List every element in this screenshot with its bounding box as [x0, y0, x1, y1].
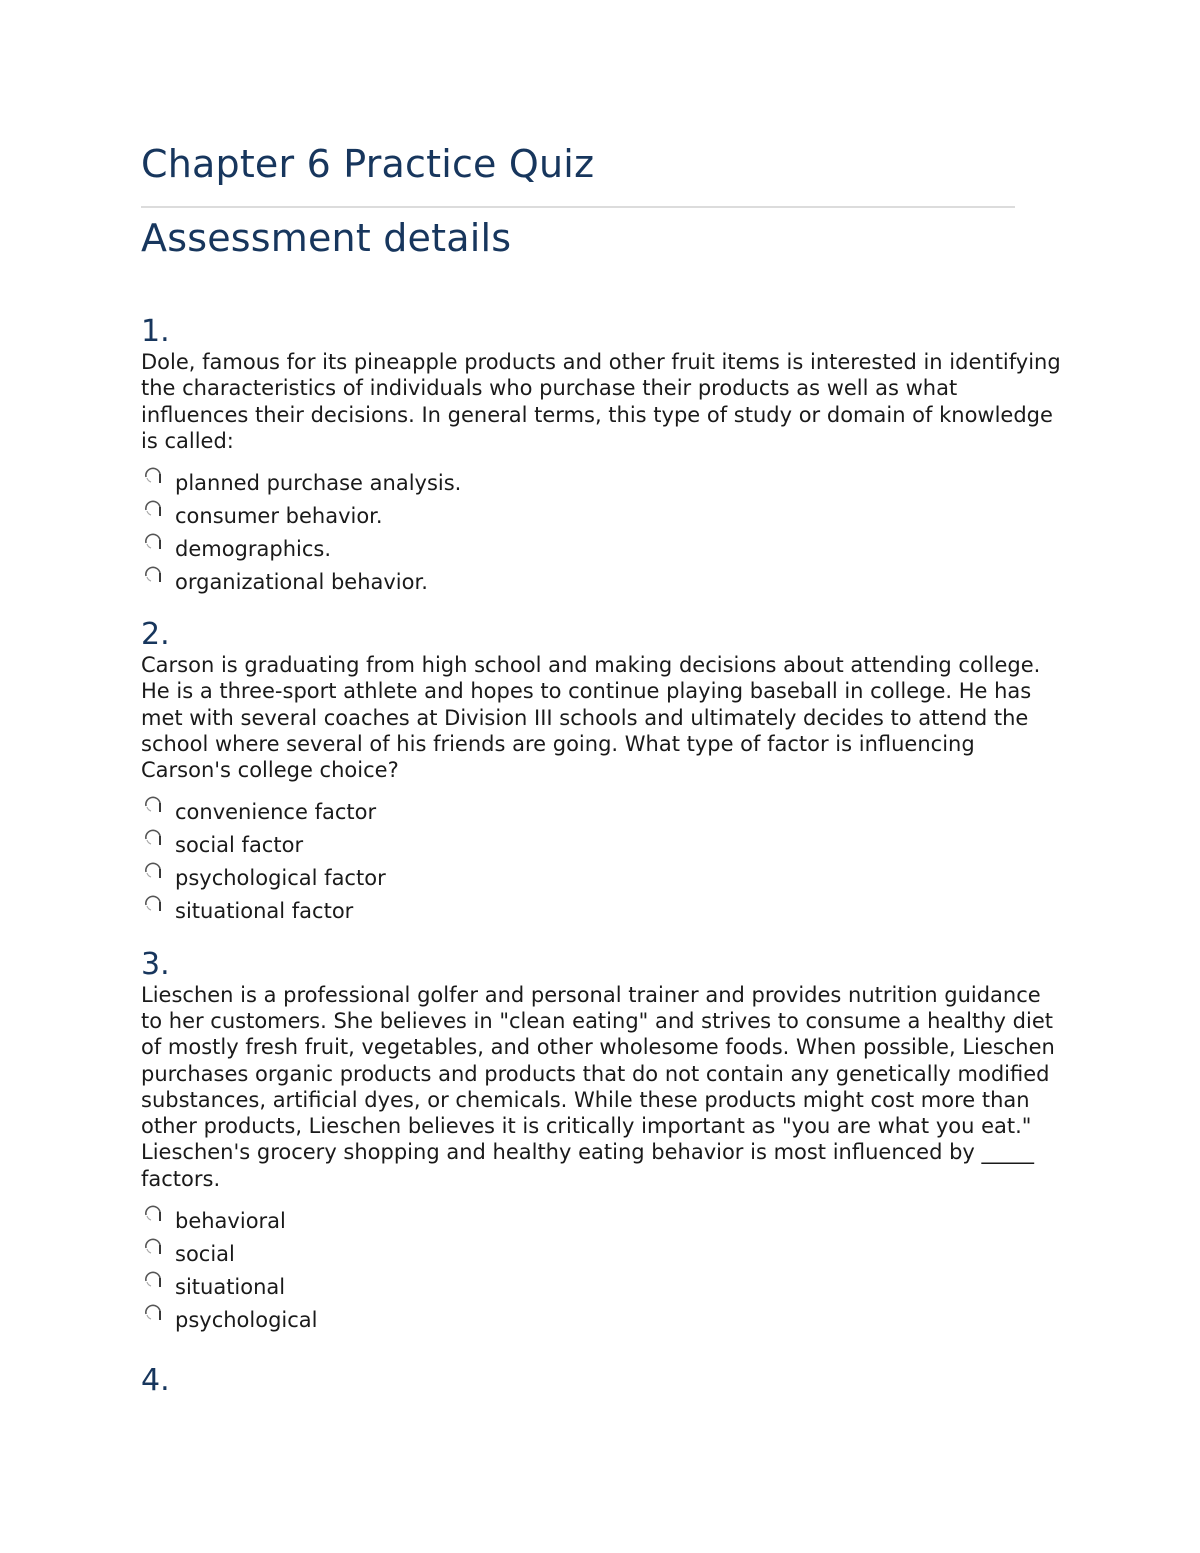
quiz-document: [141, 140, 1071, 1398]
option-label: social factor: [175, 833, 304, 858]
question-text: Carson is graduating from high school and making decisions about attending college. He is a three-sport athlete and hopes to continue playing baseball in college. He has met with several coaches at Division III schools and ultimately decides to attend the school where several of his friends are going. What type of factor is influencing Carson's college choice?: [141, 653, 1041, 783]
question-number: 1.: [141, 314, 170, 349]
radio-button-icon[interactable]: [143, 795, 165, 817]
radio-button-icon[interactable]: [143, 499, 165, 521]
answer-option[interactable]: [141, 1303, 1071, 1336]
answer-option[interactable]: [141, 466, 1071, 499]
option-label: psychological factor: [175, 866, 386, 891]
answer-option[interactable]: [141, 1204, 1071, 1237]
radio-button-icon[interactable]: [143, 532, 165, 554]
page-title: Chapter 6 Practice Quiz: [141, 142, 595, 186]
question-number: 4.: [141, 1363, 170, 1399]
radio-button-icon[interactable]: [143, 1204, 165, 1226]
option-label: convenience factor: [175, 800, 377, 825]
option-label: psychological: [175, 1307, 318, 1332]
option-label: social: [175, 1241, 235, 1266]
option-label: organizational behavior.: [175, 569, 428, 594]
option-label: consumer behavior.: [175, 503, 383, 528]
radio-button-icon[interactable]: [143, 861, 165, 883]
radio-button-icon[interactable]: [143, 565, 165, 587]
answer-option[interactable]: [141, 829, 1071, 862]
answer-option[interactable]: [141, 1237, 1071, 1270]
option-label: situational factor: [175, 899, 354, 924]
question-3: [141, 948, 1071, 1336]
answer-options: [141, 796, 1071, 928]
option-label: planned purchase analysis.: [175, 470, 462, 495]
question-text: Dole, famous for its pineapple products and other fruit items is interested in identifying the characteristics of individuals who purchase their products as well as what influences their decisions. In general terms, this type of study or domain of knowledge is called:: [141, 350, 1061, 453]
answer-option[interactable]: [141, 499, 1071, 532]
question-text: Lieschen is a professional golfer and personal trainer and provides nutrition guidance to her customers. She believes in "clean eating" and strives to consume a healthy diet of mostly fresh fruit, vegetables, and other wholesome foods. When possible, Lieschen purchases organic products and products that do not contain any genetically modified substances, artificial dyes, or chemicals. While these products might cost more than other products, Lieschen believes it is critically important as "you are what you eat." Lieschen's grocery shopping and healthy eating behavior is most influenced by _____ factors.: [141, 982, 1055, 1191]
answer-option[interactable]: [141, 796, 1071, 829]
question-number: 3.: [141, 946, 170, 982]
option-label: situational: [175, 1274, 286, 1299]
question-2: [141, 618, 1071, 927]
radio-button-icon[interactable]: [143, 894, 165, 916]
radio-button-icon[interactable]: [143, 1270, 165, 1292]
question-number: 2.: [141, 617, 170, 653]
answer-option[interactable]: [141, 565, 1071, 598]
radio-button-icon[interactable]: [143, 1237, 165, 1259]
title-divider: [141, 206, 1015, 208]
radio-button-icon[interactable]: [143, 828, 165, 850]
option-label: demographics.: [175, 536, 332, 561]
question-1: [141, 315, 1071, 598]
answer-option[interactable]: [141, 1270, 1071, 1303]
answer-options: [141, 466, 1071, 598]
option-label: behavioral: [175, 1208, 286, 1233]
section-title: Assessment details: [141, 216, 512, 260]
radio-button-icon[interactable]: [143, 466, 165, 488]
answer-option[interactable]: [141, 862, 1071, 895]
question-4: [141, 1364, 1071, 1398]
answer-option[interactable]: [141, 532, 1071, 565]
radio-button-icon[interactable]: [143, 1303, 165, 1325]
answer-options: [141, 1204, 1071, 1336]
answer-option[interactable]: [141, 895, 1071, 928]
